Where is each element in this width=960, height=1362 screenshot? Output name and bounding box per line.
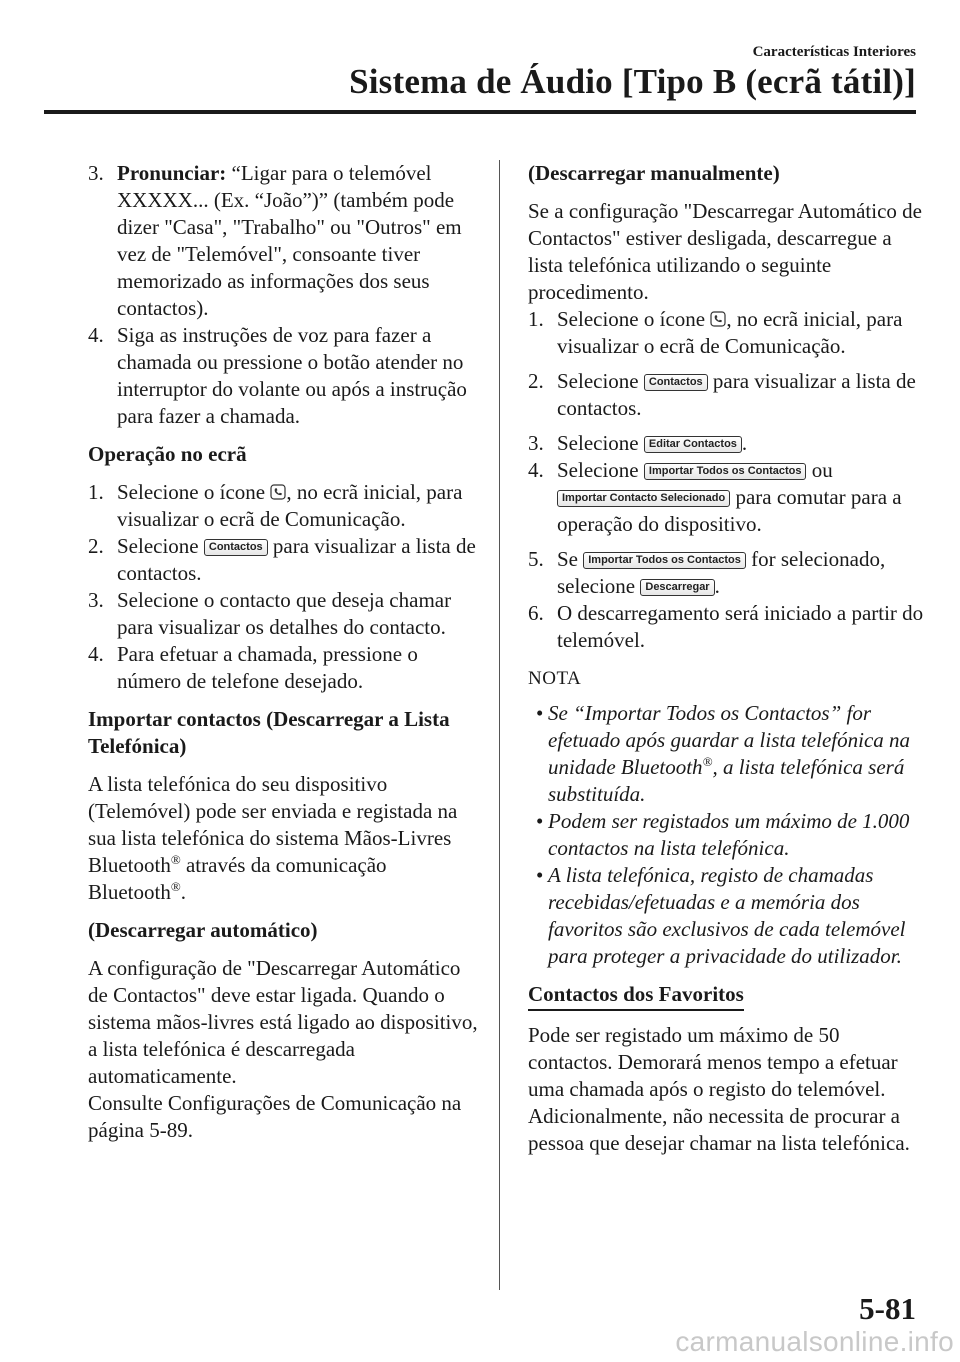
importar-todos-button[interactable]: Importar Todos os Contactos [644,463,807,480]
nota-label: NOTA [528,668,582,689]
list-item: 3. Selecione o contacto que deseja chamar para visualizar os detalhes do contacto. [88,588,452,639]
section-heading-automatico: (Descarregar automático) [88,918,318,942]
editar-contactos-button[interactable]: Editar Contactos [644,436,742,453]
list-item: 3. Pronunciar: “Ligar para o telemóvel XXXXX... (Ex. “João”)” (também pode dizer "Casa", "Trabalho" ou "Outros" em vez de "Telemóvel", consoante tiver memorizado as informações dos seus contactos). [88,161,462,320]
list-item: 2. Selecione Contactos para visualizar a lista de contactos. [88,534,476,585]
note-item: • Se “Importar Todos os Contactos” for efetuado após guardar a lista telefónica na unidade Bluetooth®, a lista telefónica será substituída. [536,701,911,806]
list-item: 6. O descarregamento será iniciado a partir do telemóvel. [528,601,924,652]
descarregar-button[interactable]: Descarregar [640,579,714,596]
note-item: • Podem ser registados um máximo de 1.000 contactos na lista telefónica. [536,809,910,860]
list-item: 2. Selecione Contactos para visualizar a lista de contactos. [528,369,916,420]
manual-paragraph: Se a configuração "Descarregar Automático de Contactos" estiver desligada, descarregue a lista telefónica utilizando o seguinte procedimento. [528,199,922,304]
auto-paragraph: A configuração de "Descarregar Automático de Contactos" deve estar ligada. Quando o sistema mãos-livres está ligado ao dispositivo, a lista telefónica é descarregada automaticamente. [88,956,478,1088]
step-keyword: Pronunciar: [117,161,227,185]
phone-icon [710,311,726,327]
section-heading-manual: (Descarregar manualmente) [528,161,780,185]
contactos-button[interactable]: Contactos [204,539,268,556]
phone-icon [270,484,286,500]
right-column [528,160,924,1157]
favoritos-paragraph: Pode ser registado um máximo de 50 contactos. Demorará menos tempo a efetuar uma chamada após o registo do telemóvel. Adicionalmente, não necessita de procurar a pessoa que desejar chamar na lista telefónica. [528,1023,910,1155]
note-item: • A lista telefónica, registo de chamadas recebidas/efetuadas e a memória dos favoritos são exclusivos de cada telemóvel para proteger a privacidade do utilizador. [536,863,906,968]
watermark: carmanualsonline.info [675,1326,954,1357]
manual-steps-list [528,306,924,654]
column-divider [499,160,500,1290]
list-item: 5. Se Importar Todos os Contactos for selecionado, selecione Descarregar . [528,547,886,598]
list-item: 1. Selecione o ícone , no ecrã inicial, para visualizar o ecrã de Comunicação. [88,480,463,531]
section-label: Características Interiores [752,44,916,60]
list-item: 4. Siga as instruções de voz para fazer a chamada ou pressione o botão atender no interruptor do volante ou após a instrução para fazer a chamada. [88,323,467,428]
left-column [88,160,480,1144]
importar-selecionado-button[interactable]: Importar Contacto Selecionado [557,490,730,507]
list-item: 3. Selecione Editar Contactos . [528,431,748,455]
page-title: Sistema de Áudio [Tipo B (ecrã tátil)] [349,62,916,101]
header-rule [44,110,916,114]
voice-steps-list [88,160,480,430]
list-item: 1. Selecione o ícone , no ecrã inicial, para visualizar o ecrã de Comunicação. [528,307,903,358]
page-reference: Consulte Configurações de Comunicação na página 5-89. [88,1091,462,1142]
importar-todos-button[interactable]: Importar Todos os Contactos [583,552,746,569]
import-paragraph: A lista telefónica do seu dispositivo (Telemóvel) pode ser enviada e registada na sua lista telefónica do sistema Mãos-Livres Bluetooth® através da comunicação Bluetooth®. [88,772,458,904]
section-heading-operacao: Operação no ecrã [88,442,247,466]
contactos-button[interactable]: Contactos [644,374,708,391]
list-item: 4. Para efetuar a chamada, pressione o número de telefone desejado. [88,642,418,693]
list-item: 4. Selecione Importar Todos os Contactos ou Importar Contacto Selecionado para comutar para a operação do dispositivo. [528,458,902,536]
screen-steps-list [88,479,480,695]
section-heading-favoritos: Contactos dos Favoritos [528,981,744,1011]
section-heading-importar: Importar contactos (Descarregar a Lista Telefónica) [88,707,450,758]
page-number: 5-81 [859,1291,916,1326]
